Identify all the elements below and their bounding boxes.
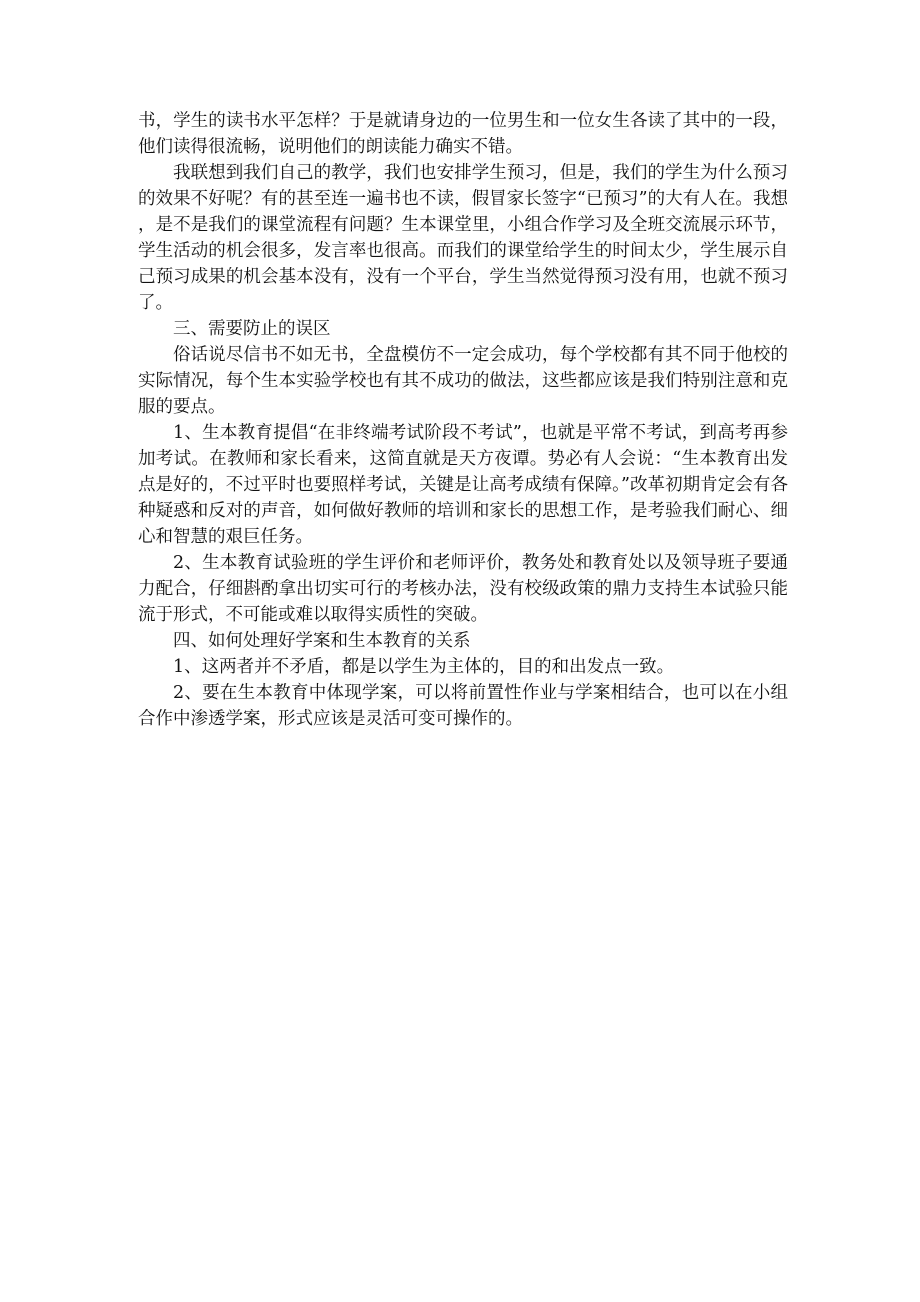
document-body (138, 108, 788, 732)
list-item-no-conflict: 1、这两者并不矛盾，都是以学生为主体的，目的和出发点一致。 (173, 657, 675, 677)
list-item-integration: 2、要在生本教育中体现学案，可以将前置性作业与学案相结合，也可以在小组合作中渗透学案，形式应该是灵活可变可操作的。 (138, 683, 788, 729)
paragraph-reading-test: 书，学生的读书水平怎样？于是就请身边的一位男生和一位女生各读了其中的一段，他们读得很流畅，说明他们的朗读能力确实不错。 (138, 111, 788, 157)
paragraph-misconceptions-intro: 俗话说尽信书不如无书，全盘模仿不一定会成功，每个学校都有其不同于他校的实际情况，每个生本实验学校也有其不成功的做法，这些都应该是我们特别注意和克服的要点。 (138, 345, 788, 417)
section-heading-misconceptions: 三、需要防止的误区 (173, 319, 331, 339)
list-item-exam-policy: 1、生本教育提倡“在非终端考试阶段不考试”，也就是平常不考试，到高考再参加考试。在教师和家长看来，这简直就是天方夜谭。势必有人会说：“生本教育出发点是好的，不过平时也要照样考试，关键是让高考成绩有保障。”改革初期肯定会有各种疑惑和反对的声音，如何做好教师的培训和家长的思想工作，是考验我们耐心、细心和智慧的艰巨任务。 (138, 423, 788, 547)
list-item-evaluation: 2、生本教育试验班的学生评价和老师评价，教务处和教育处以及领导班子要通力配合，仔细斟酌拿出切实可行的考核办法，没有校级政策的鼎力支持生本试验只能流于形式，不可能或难以取得实质性的突破。 (138, 553, 788, 625)
paragraph-preview-reflection: 我联想到我们自己的教学，我们也安排学生预习，但是，我们的学生为什么预习的效果不好呢？有的甚至连一遍书也不读，假冒家长签字“已预习”的大有人在。我想，是不是我们的课堂流程有问题？生本课堂里，小组合作学习及全班交流展示环节，学生活动的机会很多，发言率也很高。而我们的课堂给学生的时间太少，学生展示自己预习成果的机会基本没有，没有一个平台，学生当然觉得预习没有用，也就不预习了。 (138, 163, 788, 313)
section-heading-study-plan: 四、如何处理好学案和生本教育的关系 (173, 631, 471, 651)
